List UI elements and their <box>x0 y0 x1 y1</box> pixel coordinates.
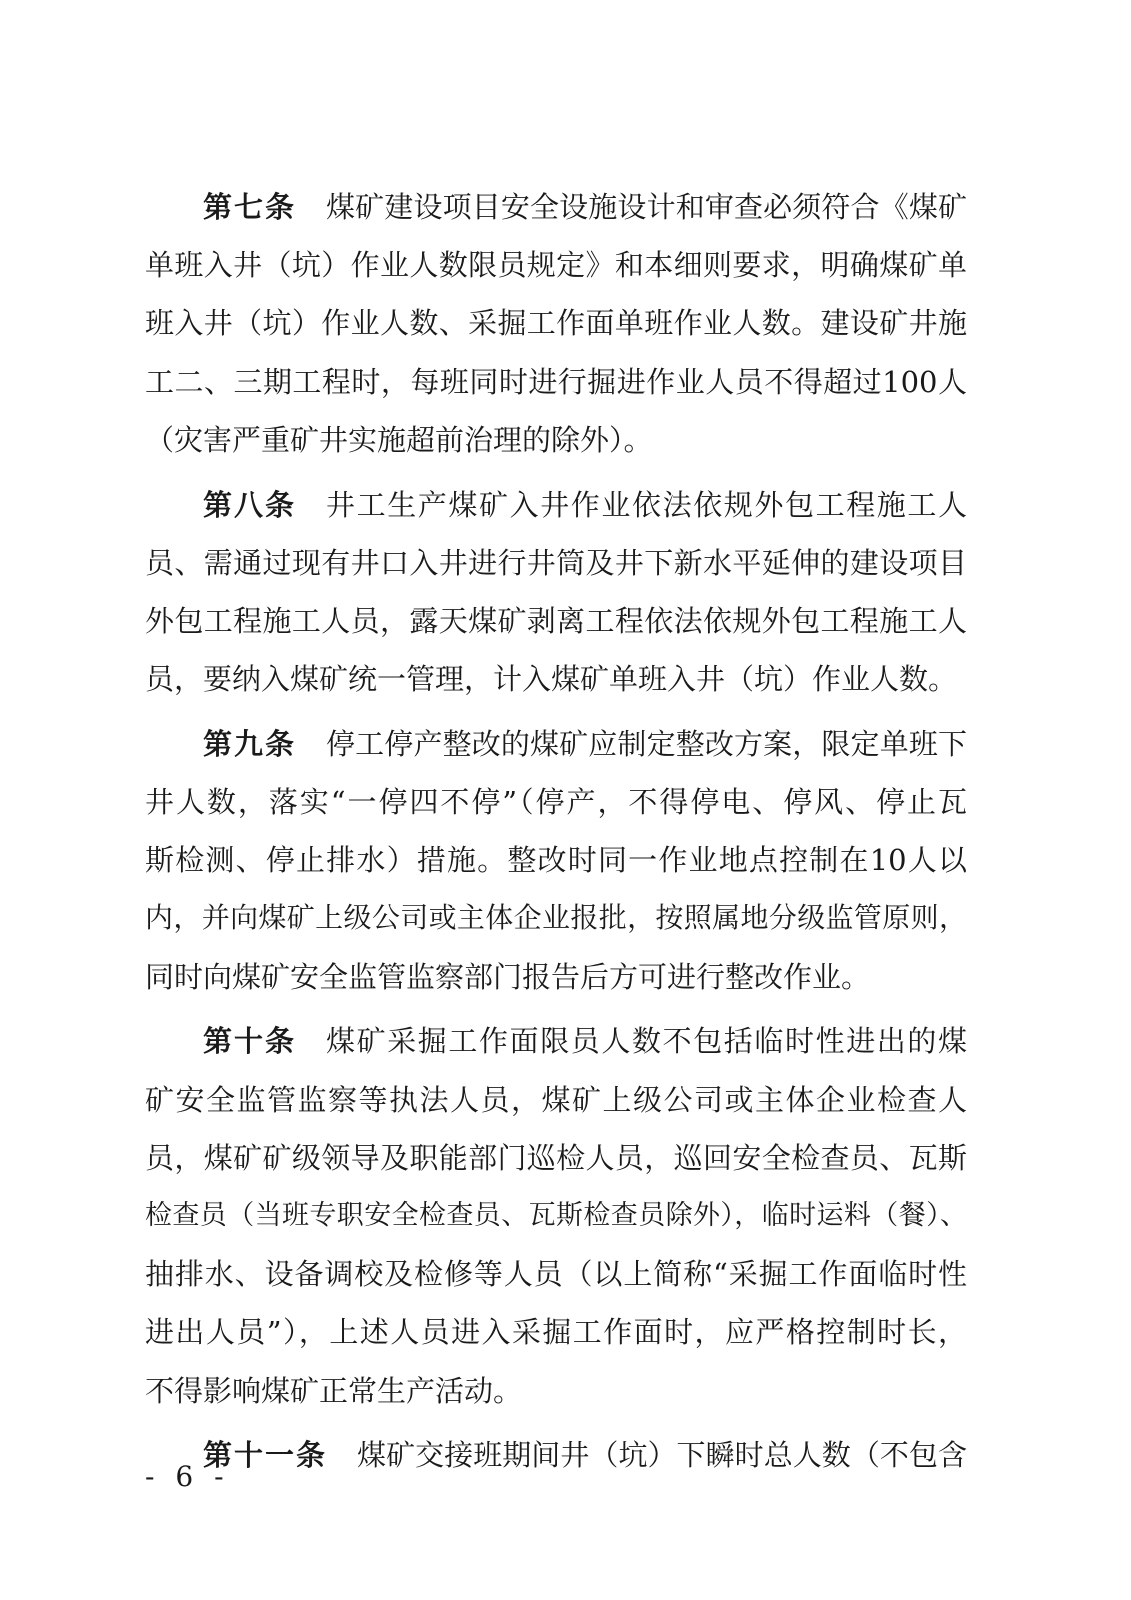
article-number: 第九条 <box>203 726 297 761</box>
article-number: 第十条 <box>203 1024 297 1059</box>
line-text: 井人数，落实“一停四不停”（停产，不得停电、停风、停止瓦 <box>145 785 967 820</box>
line-text: 外包工程施工人员，露天煤矿剥离工程依法依规外包工程施工人 <box>145 603 967 638</box>
line-text: 煤矿建设项目安全设施设计和审查必须符合《煤矿 <box>326 190 967 224</box>
article-2 <box>145 476 967 709</box>
text-line <box>145 476 967 534</box>
line-text: 抽排水、设备调校及检修等人员（以上简称“采掘工作面临时性 <box>145 1257 967 1292</box>
line-text: 煤矿交接班期间井（坑）下瞬时总人数（不包含 <box>357 1438 967 1473</box>
text-line <box>145 534 967 592</box>
line-text: 工二、三期工程时，每班同时进行掘进作业人员不得超过100人 <box>145 364 967 399</box>
line-text: 煤矿采掘工作面限员人数不包括临时性进出的煤 <box>326 1024 967 1059</box>
article-4 <box>145 1012 967 1419</box>
line-text: 员，要纳入煤矿统一管理，计入煤矿单班入井（坑）作业人数。 <box>145 662 958 697</box>
article-1 <box>145 178 967 469</box>
text-line <box>145 1012 967 1070</box>
line-text: 进出人员”），上述人员进入采掘工作面时，应严格控制时长， <box>145 1315 967 1350</box>
text-line <box>145 1303 967 1361</box>
text-line <box>145 715 967 773</box>
text-line <box>145 236 967 294</box>
text-line <box>145 411 967 469</box>
text-line <box>145 889 967 947</box>
line-text: 员、需通过现有井口入井进行井筒及井下新水平延伸的建设项目 <box>145 545 967 580</box>
article-number: 第七条 <box>203 190 297 224</box>
line-text: 不得影响煤矿正常生产活动。 <box>145 1373 523 1408</box>
text-line <box>145 1362 967 1420</box>
line-text: 停工停产整改的煤矿应制定整改方案，限定单班下 <box>326 726 967 761</box>
text-line <box>145 831 967 889</box>
line-text: 矿安全监管监察等执法人员，煤矿上级公司或主体企业检查人 <box>145 1082 967 1117</box>
article-5 <box>145 1426 967 1484</box>
text-line <box>145 773 967 831</box>
article-number: 第十一条 <box>203 1438 328 1473</box>
line-text: 班入井（坑）作业人数、采掘工作面单班作业人数。建设矿井施 <box>145 306 967 341</box>
line-text: 单班入井（坑）作业人数限员规定》和本细则要求，明确煤矿单 <box>145 248 967 283</box>
article-3 <box>145 715 967 1006</box>
document-body <box>145 178 967 1491</box>
text-line <box>145 1426 967 1484</box>
text-line <box>145 650 967 708</box>
text-line <box>145 1245 967 1303</box>
text-line <box>145 592 967 650</box>
article-number: 第八条 <box>203 487 297 522</box>
line-text: 检查员（当班专职安全检查员、瓦斯检查员除外），临时运料（餐）、 <box>145 1199 967 1231</box>
page-number: - 6 - <box>145 1460 230 1493</box>
line-text: 斯检测、停止排水）措施。整改时同一作业地点控制在10人以 <box>145 843 967 878</box>
text-line <box>145 1071 967 1129</box>
text-line <box>145 294 967 352</box>
line-text: （灾害严重矿井实施超前治理的除外）。 <box>145 422 653 457</box>
line-text: 内，并向煤矿上级公司或主体企业报批，按照属地分级监管原则， <box>145 901 967 935</box>
line-text: 同时向煤矿安全监管监察部门报告后方可进行整改作业。 <box>145 959 871 994</box>
text-line <box>145 178 967 236</box>
text-line <box>145 1187 967 1245</box>
line-text: 井工生产煤矿入井作业依法依规外包工程施工人 <box>326 487 967 522</box>
text-line <box>145 948 967 1006</box>
text-line <box>145 353 967 411</box>
line-text: 员，煤矿矿级领导及职能部门巡检人员，巡回安全检查员、瓦斯 <box>145 1140 967 1175</box>
text-line <box>145 1129 967 1187</box>
